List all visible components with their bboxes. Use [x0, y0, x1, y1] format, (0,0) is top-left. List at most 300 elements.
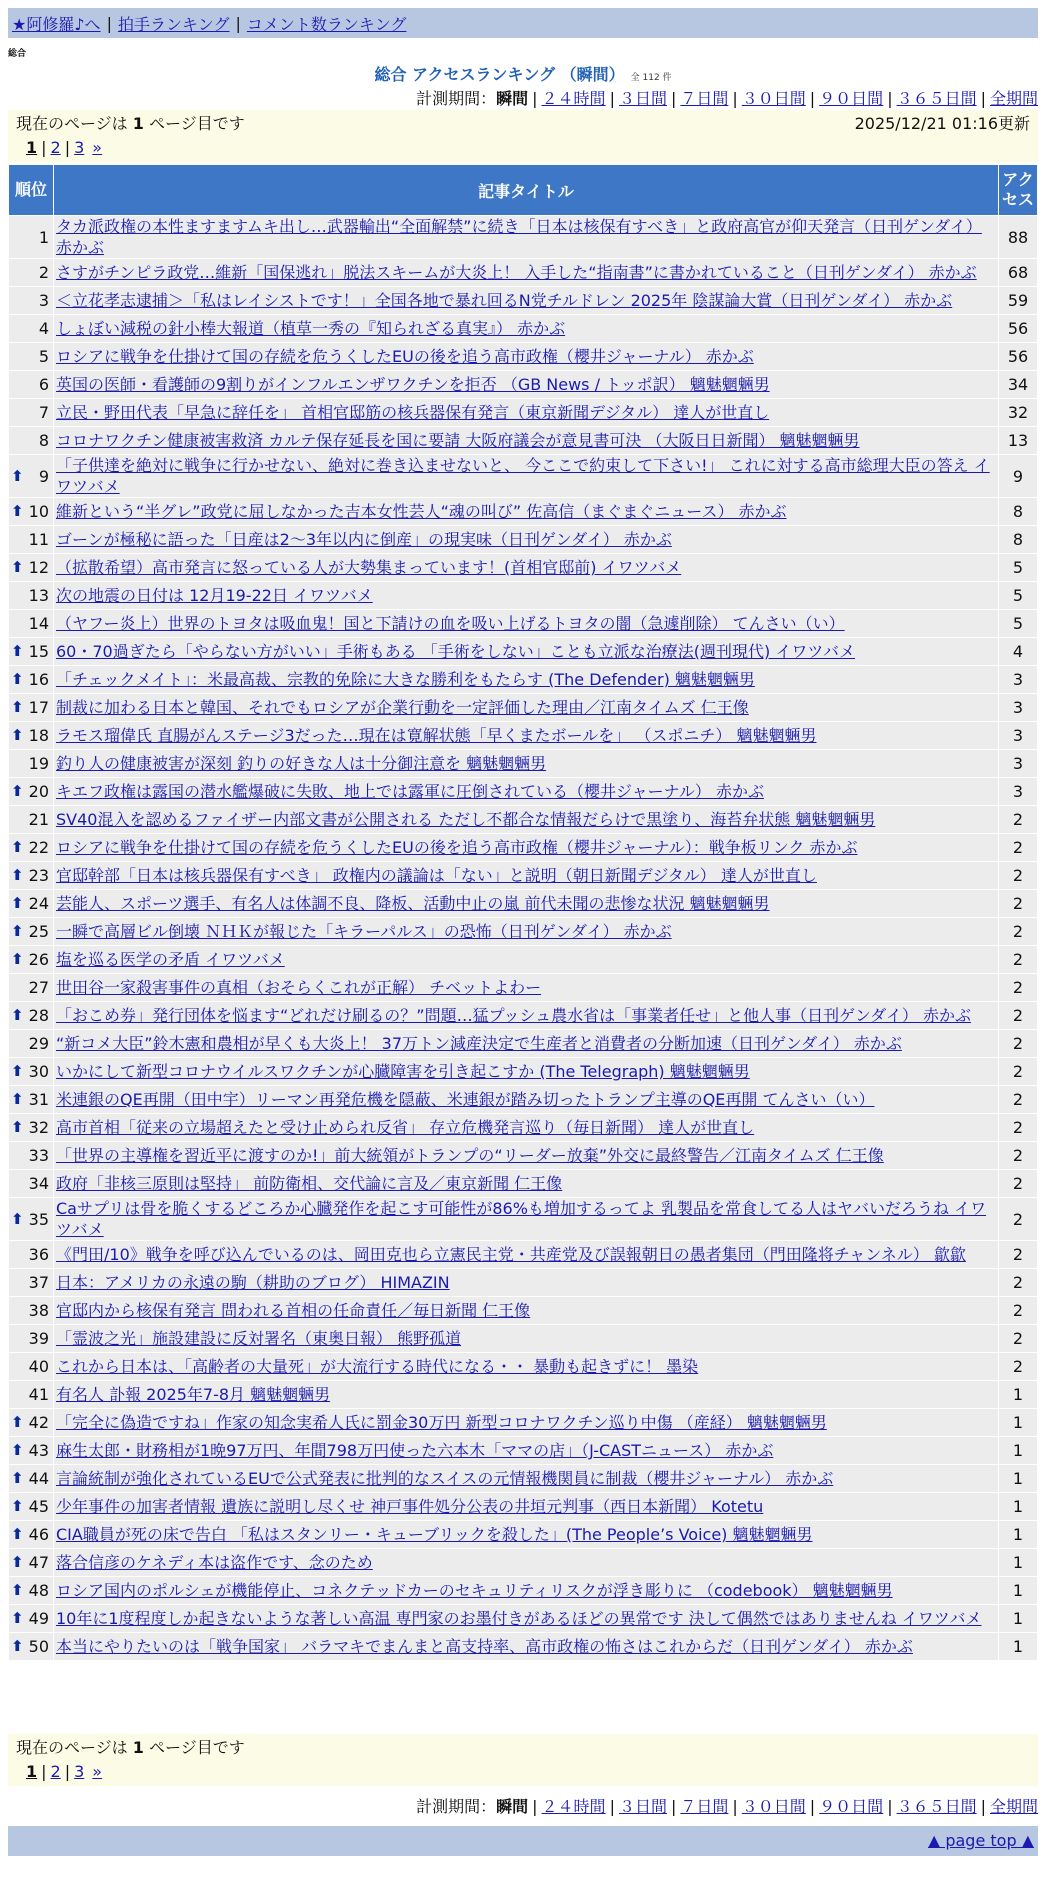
up-arrow-icon: ⬆: [11, 698, 24, 716]
title-cell: [54, 1241, 998, 1268]
title-cell: [54, 778, 998, 805]
title-cell: [54, 1086, 998, 1113]
title-cell: [54, 1549, 998, 1576]
access-count: 2: [999, 946, 1037, 973]
updated-timestamp: 2025/12/21 01:16更新: [854, 114, 1030, 133]
article-title-link[interactable]: 一瞬で高層ビル倒壊 ＮＨＫが報じた「キラーパルス」の恐怖（日刊ゲンダイ） 赤かぶ: [56, 922, 672, 941]
up-arrow-icon: ⬆: [11, 782, 24, 800]
home-link[interactable]: ★阿修羅♪へ: [12, 14, 101, 34]
table-row: [9, 526, 1037, 553]
pager-current-page: 1: [26, 138, 38, 157]
title-cell: [54, 890, 998, 917]
title-cell: [54, 1353, 998, 1380]
rank-number: 15: [28, 642, 49, 661]
table-row: [9, 427, 1037, 454]
access-count: 1: [999, 1549, 1037, 1576]
title-cell: [54, 610, 998, 637]
rank-cell: [9, 890, 53, 917]
rank-number: 43: [28, 1441, 49, 1460]
table-row: [9, 498, 1037, 525]
rank-number: 20: [28, 782, 49, 801]
rank-cell: [9, 862, 53, 889]
article-title-link[interactable]: 「完全に偽造ですね」作家の知念実希人氏に罰金30万円 新型コロナワクチン巡り中傷 （産経） 魑魅魍魎男: [56, 1413, 827, 1432]
pager-status: [16, 112, 245, 136]
article-title-link[interactable]: 官邸内から核保有発言 問われる首相の任命責任／毎日新聞 仁王像: [56, 1301, 531, 1320]
rank-cell: [9, 1170, 53, 1197]
rank-cell: [9, 946, 53, 973]
article-title-link[interactable]: 少年事件の加害者情報 遺族に説明し尽くせ 神戸事件処分公表の井垣元判事（西日本新聞） Kotetu: [56, 1497, 764, 1516]
rank-number: 46: [28, 1525, 49, 1544]
article-title-link[interactable]: コロナワクチン健康被害救済 カルテ保存延長を国に要請 大阪府議会が意見書可決 （大阪日日新聞） 魑魅魍魎男: [56, 431, 860, 450]
table-row: [9, 1114, 1037, 1141]
access-count: 1: [999, 1437, 1037, 1464]
pager-next-link[interactable]: »: [92, 1762, 103, 1781]
title-cell: [54, 1381, 998, 1408]
title-cell: [54, 315, 998, 342]
period-separator: |: [980, 89, 986, 108]
period-label: 計測期間：: [416, 89, 497, 108]
title-cell: [54, 806, 998, 833]
article-title-link[interactable]: Caサプリは骨を脆くするどころか心臓発作を起こす可能性が86%も増加するってよ 乳製品を常食してる人はヤバいだろうね イワツバメ: [56, 1199, 987, 1239]
rank-cell: [9, 287, 53, 314]
period-option-link[interactable]: ３６５日間: [896, 89, 977, 108]
ranking-count: 全 112 件: [630, 73, 672, 83]
article-title-link[interactable]: 《門田/10》戦争を呼び込んでいるのは、岡田克也ら立憲民主党・共産党及び誤報朝日の愚者集団（門田隆将チャンネル） 歙歙: [56, 1245, 966, 1264]
period-option-link[interactable]: ９０日間: [819, 1797, 884, 1816]
title-cell: [54, 1142, 998, 1169]
title-cell: [54, 1269, 998, 1296]
access-count: 2: [999, 806, 1037, 833]
access-count: 5: [999, 554, 1037, 581]
table-row: [9, 371, 1037, 398]
table-header-row: [9, 165, 1037, 215]
access-count: 2: [999, 890, 1037, 917]
title-cell: [54, 399, 998, 426]
period-separator: |: [809, 89, 816, 108]
table-row: [9, 666, 1037, 693]
access-count: 13: [999, 427, 1037, 454]
period-option-link[interactable]: ３日間: [618, 89, 667, 108]
access-count: 3: [999, 750, 1037, 777]
article-title-link[interactable]: タカ派政権の本性ますますムキ出し…武器輸出“全面解禁”に続き「日本は核保有すべき」と政府高官が仰天発言（日刊ゲンダイ） 赤かぶ: [56, 217, 982, 257]
table-row: [9, 259, 1037, 286]
article-title-link[interactable]: 麻生太郎・財務相が1晩97万円、年間798万円使った六本木「ママの店」（J-CASTニュース） 赤かぶ: [56, 1441, 774, 1460]
access-count: 59: [999, 287, 1037, 314]
table-row: [9, 1086, 1037, 1113]
article-title-link[interactable]: 「霊波之光」施設建設に反対署名（東奥日報） 熊野孤道: [56, 1329, 462, 1348]
period-label: 計測期間：: [416, 1797, 497, 1816]
column-header-access: アクセス: [999, 165, 1037, 215]
article-title-link[interactable]: “新コメ大臣”鈴木憲和農相が早くも大炎上！ 37万トン減産決定で生産者と消費者の分断加速（日刊ゲンダイ） 赤かぶ: [56, 1034, 902, 1053]
pager-status: [16, 1736, 245, 1760]
rank-cell: [9, 834, 53, 861]
ranking-table-body: [9, 216, 1037, 1660]
title-cell: [54, 834, 998, 861]
title-cell: [54, 526, 998, 553]
up-arrow-icon: ⬆: [11, 1581, 24, 1599]
up-arrow-icon: ⬆: [11, 1006, 24, 1024]
title-cell: [54, 1521, 998, 1548]
rank-number: 8: [38, 431, 49, 450]
rank-number: 42: [28, 1413, 49, 1432]
up-arrow-icon: ⬆: [11, 1553, 24, 1571]
period-separator: |: [670, 1797, 677, 1816]
rank-number: 5: [38, 347, 49, 366]
pager-page-link[interactable]: 2: [50, 1762, 61, 1781]
article-title-link[interactable]: 英国の医師・看護師の9割りがインフルエンザワクチンを拒否 （GB News / トッポ訳） 魑魅魍魎男: [56, 375, 770, 394]
table-row: [9, 806, 1037, 833]
period-option-link[interactable]: ７日間: [680, 1797, 729, 1816]
pager-current-page: 1: [26, 1762, 38, 1781]
access-count: 2: [999, 1058, 1037, 1085]
rank-cell: [9, 806, 53, 833]
rank-cell: [9, 1605, 53, 1632]
access-count: 34: [999, 371, 1037, 398]
table-row: [9, 890, 1037, 917]
rank-cell: [9, 1114, 53, 1141]
rank-number: 2: [38, 263, 49, 282]
title-cell: [54, 1493, 998, 1520]
table-row: [9, 1297, 1037, 1324]
access-count: 5: [999, 610, 1037, 637]
access-count: 2: [999, 862, 1037, 889]
pager-bottom: [8, 1734, 1038, 1786]
access-count: 2: [999, 834, 1037, 861]
rank-cell: [9, 1058, 53, 1085]
up-arrow-icon: ⬆: [11, 894, 24, 912]
access-count: 56: [999, 315, 1037, 342]
rank-number: 12: [28, 558, 49, 577]
title-cell: [54, 371, 998, 398]
table-row: [9, 638, 1037, 665]
table-row: [9, 1269, 1037, 1296]
access-count: 2: [999, 1002, 1037, 1029]
rank-number: 29: [28, 1034, 49, 1053]
pager-links: [22, 1760, 1030, 1784]
rank-number: 14: [28, 614, 49, 633]
article-title-link[interactable]: 「子供達を絶対に戦争に行かせない、絶対に巻き込ませないと、 今ここで約束して下さい!」 これに対する高市総理大臣の答え イワツバメ: [56, 456, 990, 496]
rank-number: 3: [38, 291, 49, 310]
article-title-link[interactable]: ロシアに戦争を仕掛けて国の存続を危うくしたEUの後を追う高市政権（櫻井ジャーナル） 赤かぶ: [56, 347, 754, 366]
rank-cell: [9, 526, 53, 553]
rank-cell: [9, 1325, 53, 1352]
article-title-link[interactable]: しょぼい減税の針小棒大報道（植草一秀の『知られざる真実』） 赤かぶ: [56, 319, 566, 338]
title-cell: [54, 1633, 998, 1660]
table-row: [9, 862, 1037, 889]
table-row: [9, 1409, 1037, 1436]
rank-number: 48: [28, 1581, 49, 1600]
rank-cell: [9, 1086, 53, 1113]
up-arrow-icon: ⬆: [11, 866, 24, 884]
access-count: 2: [999, 1114, 1037, 1141]
period-current: 瞬間: [496, 89, 529, 108]
title-cell: [54, 666, 998, 693]
title-cell: [54, 1577, 998, 1604]
table-row: [9, 1198, 1037, 1240]
rank-cell: [9, 666, 53, 693]
up-arrow-icon: ⬆: [11, 466, 24, 485]
rank-number: 39: [28, 1329, 49, 1348]
column-header-title: 記事タイトル: [54, 165, 998, 215]
article-title-link[interactable]: ロシアに戦争を仕掛けて国の存続を危うくしたEUの後を追う高市政権（櫻井ジャーナル）：戦争板リンク 赤かぶ: [56, 838, 858, 857]
period-selector-top: [416, 86, 1038, 109]
period-option-link[interactable]: ３０日間: [741, 89, 806, 108]
period-separator: |: [980, 1797, 986, 1816]
article-title-link[interactable]: 世田谷一家殺害事件の真相（おそらくこれが正解） チベットよわー: [56, 978, 542, 997]
rank-number: 9: [38, 466, 49, 486]
table-row: [9, 1325, 1037, 1352]
table-row: [9, 1577, 1037, 1604]
title-cell: [54, 582, 998, 609]
article-title-link[interactable]: 維新という“半グレ”政党に屈しなかった吉本女性芸人“魂の叫び” 佐高信（まぐまぐニュース） 赤かぶ: [56, 502, 787, 521]
table-row: [9, 1493, 1037, 1520]
article-title-link[interactable]: 官邸幹部「日本は核兵器保有すべき」 政権内の議論は「ない」と説明（朝日新聞デジタル） 達人が世直し: [56, 866, 817, 885]
access-count: 2: [999, 1269, 1037, 1296]
rank-cell: [9, 343, 53, 370]
article-title-link[interactable]: 「おこめ券」発行団体を悩ます“どれだけ刷るの？”問題…猛プッシュ農水省は「事業者任せ」と他人事（日刊ゲンダイ） 赤かぶ: [56, 1006, 971, 1025]
title-cell: [54, 946, 998, 973]
rank-number: 44: [28, 1469, 49, 1488]
rank-number: 35: [28, 1209, 49, 1229]
column-header-rank: 順位: [9, 165, 53, 215]
rank-number: 4: [38, 319, 49, 338]
up-arrow-icon: ⬆: [11, 1497, 24, 1515]
article-title-link[interactable]: ＜立花孝志逮捕＞「私はレイシストです！」全国各地で暴れ回るN党チルドレン 2025年 陰謀論大賞（日刊ゲンダイ） 赤かぶ: [56, 291, 953, 310]
rank-number: 10: [28, 502, 49, 521]
rank-cell: [9, 1493, 53, 1520]
article-title-link[interactable]: 60・70過ぎたら「やらない方がいい」手術もある 「手術をしない」ことも立派な治療法(週刊現代) イワツバメ: [56, 642, 856, 661]
pager-status-page: 1: [132, 114, 144, 133]
rank-number: 27: [28, 978, 49, 997]
pager-separator: |: [64, 138, 71, 157]
access-count: 2: [999, 1170, 1037, 1197]
title-cell: [54, 1030, 998, 1057]
table-row: [9, 918, 1037, 945]
table-row: [9, 1381, 1037, 1408]
pager-status-line: [16, 1736, 1030, 1760]
period-option-link[interactable]: ３０日間: [741, 1797, 806, 1816]
article-title-link[interactable]: 政府「非核三原則は堅持」 前防衛相、交代論に言及／東京新聞 仁王像: [56, 1174, 563, 1193]
pager-next-link[interactable]: »: [92, 138, 103, 157]
rank-cell: [9, 778, 53, 805]
ranking-title-text: 総合 アクセスランキング （瞬間）: [374, 65, 625, 84]
article-title-link[interactable]: ゴーンが極秘に語った「日産は2〜3年以内に倒産」の現実味（日刊ゲンダイ） 赤かぶ: [56, 530, 672, 549]
title-cell: [54, 1297, 998, 1324]
article-title-link[interactable]: 「世界の主導権を習近平に渡すのか!」前大統領がトランプの“リーダー放棄”外交に最終警告／江南タイムズ 仁王像: [56, 1146, 884, 1165]
pager-status-prefix: 現在のページは: [16, 1738, 128, 1757]
page-top-link[interactable]: ▲ page top ▲: [927, 1831, 1034, 1850]
period-option-link[interactable]: ９０日間: [819, 89, 884, 108]
title-cell: [54, 259, 998, 286]
period-option-link[interactable]: ３日間: [618, 1797, 667, 1816]
comment-ranking-link[interactable]: コメント数ランキング: [246, 14, 407, 34]
rank-cell: [9, 1549, 53, 1576]
rank-cell: [9, 216, 53, 258]
article-title-link[interactable]: 落合信彦のケネディ本は盗作です、念のため: [56, 1553, 373, 1572]
title-cell: [54, 455, 998, 497]
article-title-link[interactable]: 芸能人、スポーツ選手、有名人は体調不良、降板、活動中止の嵐 前代未聞の悲惨な状況 魑魅魍魎男: [56, 894, 770, 913]
access-count: 2: [999, 1325, 1037, 1352]
period-separator: |: [532, 89, 538, 108]
up-arrow-icon: ⬆: [11, 1090, 24, 1108]
rank-cell: [9, 1269, 53, 1296]
title-cell: [54, 722, 998, 749]
title-cell: [54, 1114, 998, 1141]
rank-cell: [9, 455, 53, 497]
article-title-link[interactable]: 米連銀のQE再開（田中宇）リーマン再発危機を隠蔽、米連銀が踏み切ったトランプ主導のQE再開 てんさい（い）: [56, 1090, 875, 1109]
period-option-link[interactable]: ７日間: [680, 89, 729, 108]
article-title-link[interactable]: 10年に1度程度しか起きないような著しい高温 専門家のお墨付きがあるほどの異常です 決して偶然ではありませんね イワツバメ: [56, 1609, 982, 1628]
table-row: [9, 750, 1037, 777]
article-title-link[interactable]: 次の地震の日付は 12月19-22日 イワツバメ: [56, 586, 373, 605]
access-count: 2: [999, 1142, 1037, 1169]
rank-number: 19: [28, 754, 49, 773]
title-cell: [54, 1605, 998, 1632]
access-count: 2: [999, 1297, 1037, 1324]
access-count: 56: [999, 343, 1037, 370]
rank-number: 37: [28, 1273, 49, 1292]
rank-cell: [9, 259, 53, 286]
up-arrow-icon: ⬆: [11, 922, 24, 940]
article-title-link[interactable]: （ヤフー炎上）世界のトヨタは吸血鬼！国と下請けの血を吸い上げるトヨタの闇（急遽削除） てんさい（い）: [56, 614, 845, 633]
access-count: 1: [999, 1521, 1037, 1548]
rank-cell: [9, 1437, 53, 1464]
up-arrow-icon: ⬆: [11, 558, 24, 576]
rank-cell: [9, 1030, 53, 1057]
article-title-link[interactable]: 「チェックメイト」：米最高裁、宗教的免除に大きな勝利をもたらす (The Defender) 魑魅魍魎男: [56, 670, 755, 689]
article-title-link[interactable]: 言論統制が強化されているEUで公式発表に批判的なスイスの元情報機関員に制裁（櫻井ジャーナル） 赤かぶ: [56, 1469, 834, 1488]
article-title-link[interactable]: （拡散希望）高市発言に怒っている人が大勢集まっています！(首相官邸前) イワツバメ: [56, 558, 682, 577]
article-title-link[interactable]: ラモス瑠偉氏 直腸がんステージ3だった…現在は寛解状態「早くまたボールを」 （スポニチ） 魑魅魍魎男: [56, 726, 817, 745]
rank-number: 36: [28, 1245, 49, 1264]
title-cell: [54, 554, 998, 581]
article-title-link[interactable]: 本当にやりたいのは「戦争国家」 バラマキでまんまと高支持率、高市政権の怖さはこれからだ（日刊ゲンダイ） 赤かぶ: [56, 1637, 913, 1656]
up-arrow-icon: ⬆: [11, 1525, 24, 1543]
table-row: [9, 778, 1037, 805]
pager-top: [8, 110, 1038, 162]
rank-cell: [9, 1241, 53, 1268]
access-count: 2: [999, 1241, 1037, 1268]
period-option-link[interactable]: ３６５日間: [896, 1797, 977, 1816]
article-title-link[interactable]: CIA職員が死の床で告白 「私はスタンリー・キューブリックを殺した」(The People’s Voice) 魑魅魍魎男: [56, 1525, 813, 1544]
access-count: 2: [999, 1353, 1037, 1380]
title-cell: [54, 638, 998, 665]
article-title-link[interactable]: SV40混入を認めるファイザー内部文書が公開される ただし不都合な情報だらけで黒塗り、海苔弁状態 魑魅魍魎男: [56, 810, 876, 829]
rank-number: 34: [28, 1174, 49, 1193]
pager-status-line: [16, 112, 1030, 136]
access-count: 2: [999, 918, 1037, 945]
title-cell: [54, 974, 998, 1001]
up-arrow-icon: ⬆: [11, 1637, 24, 1655]
table-row: [9, 1170, 1037, 1197]
category-label: 総合: [8, 49, 27, 59]
article-title-link[interactable]: これから日本は、「高齢者の大量死」が大流行する時代になる・・ 暴動も起きずに！ 墨染: [56, 1357, 699, 1376]
title-cell: [54, 694, 998, 721]
rank-cell: [9, 610, 53, 637]
table-row: [9, 1241, 1037, 1268]
article-title-link[interactable]: いかにして新型コロナウイルスワクチンが心臓障害を引き起こすか (The Telegraph) 魑魅魍魎男: [56, 1062, 750, 1081]
title-cell: [54, 1170, 998, 1197]
up-arrow-icon: ⬆: [11, 642, 24, 660]
article-title-link[interactable]: さすがチンピラ政党…維新「国保逃れ」脱法スキームが大炎上！ 入手した“指南書”に書かれていること（日刊ゲンダイ） 赤かぶ: [56, 263, 977, 282]
rank-cell: [9, 399, 53, 426]
pager-page-link[interactable]: 3: [74, 1762, 85, 1781]
pager-separator: |: [64, 1762, 71, 1781]
period-option-link[interactable]: 全期間: [989, 1797, 1038, 1816]
period-option-link[interactable]: ２４時間: [541, 1797, 606, 1816]
title-cell: [54, 750, 998, 777]
article-title-link[interactable]: 制裁に加わる日本と韓国、それでもロシアが企業行動を一定評価した理由／江南タイムズ 仁王像: [56, 698, 749, 717]
access-count: 3: [999, 694, 1037, 721]
rank-cell: [9, 1521, 53, 1548]
rank-cell: [9, 1633, 53, 1660]
pager-page-link[interactable]: 3: [74, 138, 85, 157]
article-title-link[interactable]: 日本：アメリカの永遠の駒（耕助のブログ） HIMAZIN: [56, 1273, 450, 1292]
rank-number: 11: [28, 530, 49, 549]
rank-cell: [9, 1381, 53, 1408]
rank-cell: [9, 722, 53, 749]
period-option-link[interactable]: 全期間: [989, 89, 1038, 108]
table-row: [9, 287, 1037, 314]
pager-page-link[interactable]: 2: [50, 138, 61, 157]
access-count: 4: [999, 638, 1037, 665]
rank-cell: [9, 638, 53, 665]
title-cell: [54, 918, 998, 945]
table-row: [9, 582, 1037, 609]
rank-number: 25: [28, 922, 49, 941]
article-title-link[interactable]: 有名人 訃報 2025年7-8月 魑魅魍魎男: [56, 1385, 331, 1404]
article-title-link[interactable]: 高市首相「従来の立場超えたと受け止められ反省」 存立危機発言巡り（毎日新聞） 達人が世直し: [56, 1118, 755, 1137]
table-row: [9, 610, 1037, 637]
rank-cell: [9, 974, 53, 1001]
access-count: 2: [999, 1086, 1037, 1113]
rank-cell: [9, 498, 53, 525]
up-arrow-icon: ⬆: [11, 502, 24, 520]
access-count: 1: [999, 1381, 1037, 1408]
footer-bar: [8, 1826, 1038, 1856]
rank-cell: [9, 582, 53, 609]
article-title-link[interactable]: 釣り人の健康被害が深刻 釣りの好きな人は十分御注意を 魑魅魍魎男: [56, 754, 547, 773]
ranking-table: [8, 164, 1038, 1661]
rank-number: 7: [38, 403, 49, 422]
table-row: [9, 722, 1037, 749]
rank-number: 47: [28, 1553, 49, 1572]
article-title-link[interactable]: キエフ政権は露国の潜水艦爆破に失敗、地上では露軍に圧倒されている（櫻井ジャーナル） 赤かぶ: [56, 782, 764, 801]
rank-number: 24: [28, 894, 49, 913]
article-title-link[interactable]: ロシア国内のポルシェが機能停止、コネクテッドカーのセキュリティリスクが浮き彫りに （codebook） 魑魅魍魎男: [56, 1581, 893, 1600]
table-row: [9, 1142, 1037, 1169]
title-cell: [54, 1198, 998, 1240]
rank-cell: [9, 1198, 53, 1240]
rank-cell: [9, 1142, 53, 1169]
table-row: [9, 1353, 1037, 1380]
article-title-link[interactable]: 塩を巡る医学の矛盾 イワツバメ: [56, 950, 285, 969]
title-cell: [54, 1325, 998, 1352]
title-cell: [54, 1437, 998, 1464]
nav-separator: |: [235, 13, 241, 33]
period-option-link[interactable]: ２４時間: [541, 89, 606, 108]
applause-ranking-link[interactable]: 拍手ランキング: [117, 14, 230, 34]
table-row: [9, 1521, 1037, 1548]
article-title-link[interactable]: 立民・野田代表「早急に辞任を」 首相官邸筋の核兵器保有発言（東京新聞デジタル） 達人が世直し: [56, 403, 770, 422]
rank-number: 1: [38, 227, 49, 247]
access-count: 1: [999, 1493, 1037, 1520]
table-row: [9, 315, 1037, 342]
rank-number: 16: [28, 670, 49, 689]
rank-number: 31: [28, 1090, 49, 1109]
up-arrow-icon: ⬆: [11, 726, 24, 744]
up-arrow-icon: ⬆: [11, 1062, 24, 1080]
